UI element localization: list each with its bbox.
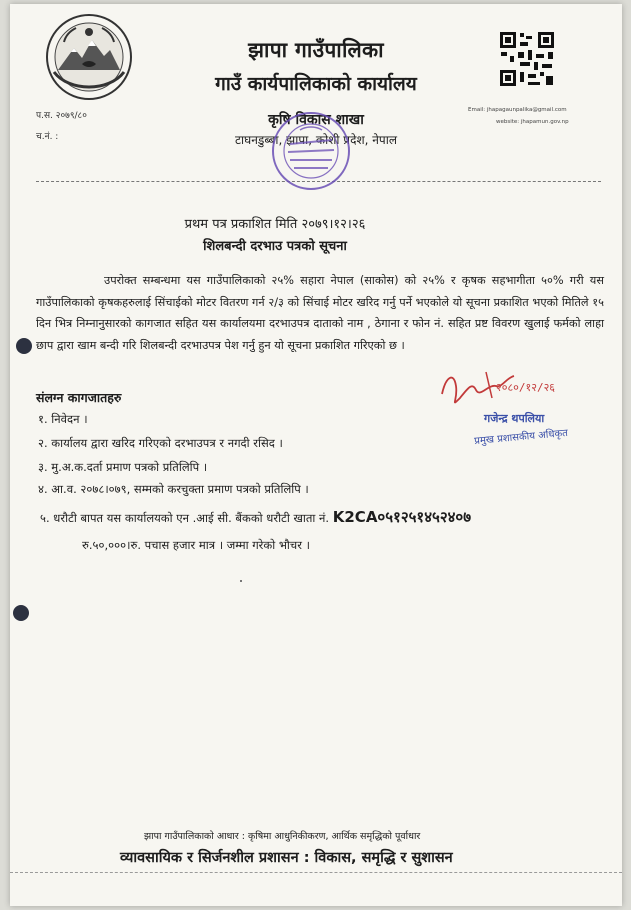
letter-page bbox=[10, 4, 622, 906]
office-stamp-icon bbox=[270, 110, 352, 192]
attachment-item: ३. मु.अ.क.दर्ता प्रमाण पत्रको प्रतिलिपि । bbox=[38, 460, 208, 474]
deposit-account-number: K2CA०५१२५१४५२४०७ bbox=[332, 508, 472, 526]
footer-motto: झापा गाउँपालिकाको आधार : कृषिमा आधुनिकीकरण, आर्थिक समृद्धिको पूर्वाधार bbox=[144, 831, 421, 842]
officer-name: गजेन्द्र थपलिया bbox=[484, 412, 545, 425]
attachment-item: १. निवेदन । bbox=[38, 412, 88, 426]
footer-slogan: व्यावसायिक र सिर्जनशील प्रशासन : विकास, समृद्धि र सुशासन bbox=[120, 850, 453, 866]
office-website: website: jhapamun.gov.np bbox=[496, 119, 569, 125]
officer-title: प्रमुख प्रशासकीय अधिकृत bbox=[473, 427, 569, 448]
branch-name: कृषि विकास शाखा bbox=[268, 112, 364, 128]
office-email: Email: jhapagaunpalika@gmail.com bbox=[468, 107, 567, 113]
paper-speck bbox=[240, 580, 242, 582]
deposit-amount: रु.५०,०००।रु. पचास हजार मात्र । जम्मा गरेको भौचर । bbox=[82, 538, 310, 552]
attachment-item: ४. आ.व. २०७८।०७९, सम्मको करचुक्ता प्रमाण पत्रको प्रतिलिपि । bbox=[38, 482, 309, 496]
attachment-item: २. कार्यालय द्वारा खरिद गरिएको दरभाउपत्र र नगदी रसिद । bbox=[38, 436, 283, 450]
attachment-item-deposit bbox=[40, 507, 471, 527]
signature-date: २०८०/१२/२६ bbox=[496, 381, 556, 394]
deposit-text: ५. धरौटी बापत यस कार्यालयको एन .आई सी. बैंकको धरौटी खाता नं. bbox=[40, 511, 330, 525]
notice-published-date: प्रथम पत्र प्रकाशित मिति २०७९।१२।२६ bbox=[184, 217, 366, 232]
office-title: गाउँ कार्यपालिकाको कार्यालय bbox=[215, 73, 417, 95]
notice-subject: शिलबन्दी दरभाउ पत्रको सूचना bbox=[203, 239, 347, 254]
letter-ref-number: प.स. २०७९/८० bbox=[36, 111, 87, 121]
attachments-heading: संलग्न कागजातहरु bbox=[36, 390, 122, 405]
footer-divider bbox=[10, 872, 622, 873]
notice-body: उपरोक्त सम्बन्धमा यस गाउँपालिकाको २५% सहारा नेपाल (साकोस) को २५% र कृषक सहभागीता ५०% गरी यस गाउँपालिकाको कृषकहरुलाई सिंचाईको मोटर वितरण गर्न २/३ को सिंचाई मोटर खरिद गर्नु पर्ने भएकोले यो सूचना प्रकाशित भएको मितिले १५ दिन भित्र निम्नानुसारको कागजात सहित यस कार्यालयमा दरभाउपत्र दाताको नाम , ठेगाना र फोन नं. सहित प्रष्ट विवरण खुलाई फर्मको लाहा छाप द्वारा खाम बन्दी गरि शिलबन्दी दरभाउपत्र पेश गर्नु हुन यो सूचना प्रकाशित गरिएको छ । bbox=[36, 274, 604, 352]
punch-hole bbox=[13, 605, 29, 621]
municipality-title: झापा गाउँपालिका bbox=[248, 38, 384, 62]
office-address: टाघनडुब्बा, झापा, कोशी प्रदेश, नेपाल bbox=[235, 133, 397, 147]
dispatch-number: च.नं. : bbox=[36, 132, 59, 142]
punch-hole bbox=[16, 338, 32, 354]
